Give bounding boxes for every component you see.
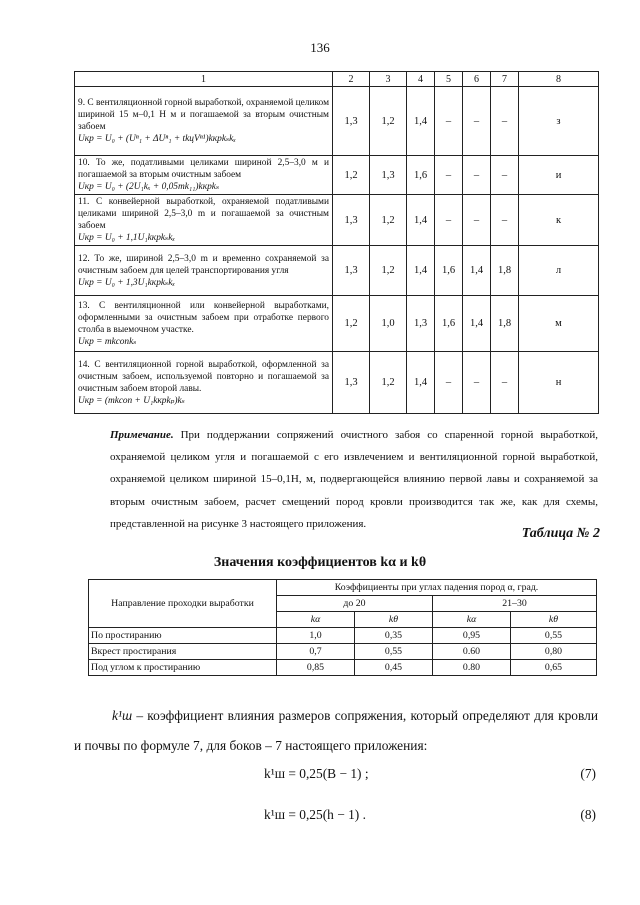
value-cell: – (435, 87, 463, 156)
table-row (75, 246, 599, 296)
value-cell: 1,8 (491, 296, 519, 352)
symbol-header: kα (433, 612, 511, 628)
symbol-header: kθ (355, 612, 433, 628)
body-paragraph (74, 701, 598, 761)
value-cell: 0,45 (355, 660, 433, 676)
value-cell: – (435, 352, 463, 414)
row-text: 13. С вентиляционной или конвейерной выработками, оформленными за очистным забоем при отработке первого столба в выемочном участке. (78, 300, 329, 335)
row-description (75, 246, 333, 296)
header-cell: 3 (370, 72, 407, 87)
value-cell: – (491, 87, 519, 156)
row-formula: Uкр = mkсопkₛ (78, 336, 137, 347)
header-cell: 2 (333, 72, 370, 87)
value-cell: 1,3 (407, 296, 435, 352)
value-cell: – (435, 156, 463, 195)
value-cell: 1,2 (370, 87, 407, 156)
table-row (75, 87, 599, 156)
header-cell: 5 (435, 72, 463, 87)
table-row (89, 660, 597, 676)
value-cell: 1,3 (333, 246, 370, 296)
value-cell: 1,2 (370, 352, 407, 414)
header-cell: 8 (519, 72, 599, 87)
value-cell: 1,0 (370, 296, 407, 352)
header-cell: 7 (491, 72, 519, 87)
scheme-letter: з (519, 87, 599, 156)
header-cell: 6 (463, 72, 491, 87)
direction-header: Направление проходки выработки (89, 580, 277, 628)
value-cell: 1,6 (407, 156, 435, 195)
note-label: Примечание. (110, 429, 174, 441)
equation-expression: k¹ш = 0,25(B − 1) ; (264, 766, 369, 781)
value-cell: 1,2 (370, 246, 407, 296)
coefficients-header: Коэффициенты при углах падения пород α, град. (277, 580, 597, 596)
row-formula: Uкр = U₀ + (2U₁kₓ + 0,05mk₁₁)kкрkₛ (78, 182, 220, 192)
row-text: 11. С конвейерной выработкой, охраняемой податливыми целиками шириной 2,5–3,0 m и погашаемой за очистным забоем (78, 197, 329, 231)
value-cell: – (491, 195, 519, 246)
equation-number: (7) (580, 766, 596, 781)
value-cell: 0,7 (277, 644, 355, 660)
row-text: 12. То же, шириной 2,5–3,0 m и временно сохраняемой за очистным забоем для целей транспортирования угля (78, 253, 329, 276)
value-cell: 1,3 (333, 87, 370, 156)
value-cell: 1,6 (435, 296, 463, 352)
value-cell: 0,55 (511, 628, 597, 644)
angle-group-header: до 20 (277, 596, 433, 612)
scheme-letter: н (519, 352, 599, 414)
table-row (75, 156, 599, 195)
value-cell: – (463, 156, 491, 195)
row-text: 9. С вентиляционной горной выработкой, охраняемой целиком шириной 15 м–0,1 Н м и погашаемой за вторым очистным забоем (78, 98, 329, 132)
equation-expression: k¹ш = 0,25(h − 1) . (264, 807, 366, 822)
header-cell: 4 (407, 72, 435, 87)
value-cell: 1,2 (333, 156, 370, 195)
value-cell: 0,85 (277, 660, 355, 676)
scheme-letter: к (519, 195, 599, 246)
scheme-letter: и (519, 156, 599, 195)
value-cell: 1,0 (277, 628, 355, 644)
row-text: 10. То же, податливыми целиками шириной 2,5–3,0 м и погашаемой за вторым очистным забоем (78, 158, 329, 180)
angle-group-header: 21–30 (433, 596, 597, 612)
table-header-row (75, 72, 599, 87)
direction-cell: Под углом к простиранию (89, 660, 277, 676)
value-cell: 1,3 (370, 156, 407, 195)
value-cell: – (463, 195, 491, 246)
direction-cell: Вкрест простирания (89, 644, 277, 660)
value-cell: 1,4 (407, 246, 435, 296)
row-formula: Uкр = (mkсоп + U₁kкрkₚ)kₛ (78, 395, 185, 406)
symbol-header: kθ (511, 612, 597, 628)
table-header-row (89, 580, 597, 596)
value-cell: 0,55 (355, 644, 433, 660)
table-row (89, 628, 597, 644)
coefficients-table (88, 579, 597, 676)
value-cell: 0,35 (355, 628, 433, 644)
row-description (75, 296, 333, 352)
table-row (75, 352, 599, 414)
page-number: 136 (310, 40, 330, 55)
value-cell: 1,6 (435, 246, 463, 296)
value-cell: 1,3 (333, 195, 370, 246)
value-cell: 0,65 (511, 660, 597, 676)
note-text: При поддержании сопряжений очистного забоя со спаренной горной выработкой, охраняемой целиком угля и погашаемой с его извлечением и вентиляционной горной выработкой, охраняемой целиком шириной 15–0,1Н, м, подвергающейся влиянию первой лавы и сохраняемой за вторым очистным забоем, расчет смещений пород кровли производится так же, как для схемы, представленной на рисунке 3 настоящего приложения. (110, 429, 598, 530)
value-cell: – (491, 352, 519, 414)
row-description (75, 87, 333, 156)
direction-cell: По простиранию (89, 628, 277, 644)
scheme-letter: л (519, 246, 599, 296)
value-cell: 0,80 (511, 644, 597, 660)
value-cell: – (435, 195, 463, 246)
value-cell: 0,95 (433, 628, 511, 644)
table-row (89, 644, 597, 660)
table-row (75, 195, 599, 246)
row-description (75, 156, 333, 195)
value-cell: – (463, 87, 491, 156)
table-title: Значения коэффициентов kα и kθ (213, 555, 427, 570)
row-text: 14. С вентиляционной горной выработкой, оформленной за очистным забоем, используемой повторно и погашаемой за очистным забоем второй лавы. (78, 359, 329, 394)
value-cell: 1,4 (407, 195, 435, 246)
coefficient-symbol: k¹ш (112, 708, 133, 723)
value-cell: 0.60 (433, 644, 511, 660)
main-table (74, 71, 599, 414)
paragraph-text: – коэффициент влияния размеров сопряжения, который определяют для кровли и почвы по формуле 7, для боков – 7 настоящего приложения: (74, 708, 598, 753)
value-cell: 1,2 (370, 195, 407, 246)
row-formula: Uкр = U₀ + 1,3U₁kкрkₛkₓ (78, 277, 176, 288)
value-cell: – (463, 352, 491, 414)
equation-number: (8) (580, 807, 596, 822)
value-cell: 0.80 (433, 660, 511, 676)
row-formula: Uкр = U₀ + 1,1U₁kкрkₛkₓ (78, 233, 176, 243)
value-cell: 1,2 (333, 296, 370, 352)
table-number-label: Таблица № 2 (521, 526, 600, 541)
scheme-letter: м (519, 296, 599, 352)
value-cell: 1,4 (463, 296, 491, 352)
note-paragraph (110, 424, 598, 535)
symbol-header: kα (277, 612, 355, 628)
value-cell: – (491, 156, 519, 195)
row-description (75, 195, 333, 246)
value-cell: 1,8 (491, 246, 519, 296)
value-cell: 1,4 (407, 87, 435, 156)
table-row (75, 296, 599, 352)
row-formula: Uкр = U₀ + (Uⁿ₁ + ΔUⁿ₁ + tkцVⁿ¹)kкрkₛkₓ (78, 134, 236, 144)
value-cell: 1,4 (407, 352, 435, 414)
value-cell: 1,3 (333, 352, 370, 414)
value-cell: 1,4 (463, 246, 491, 296)
row-description (75, 352, 333, 414)
header-cell: 1 (75, 72, 333, 87)
